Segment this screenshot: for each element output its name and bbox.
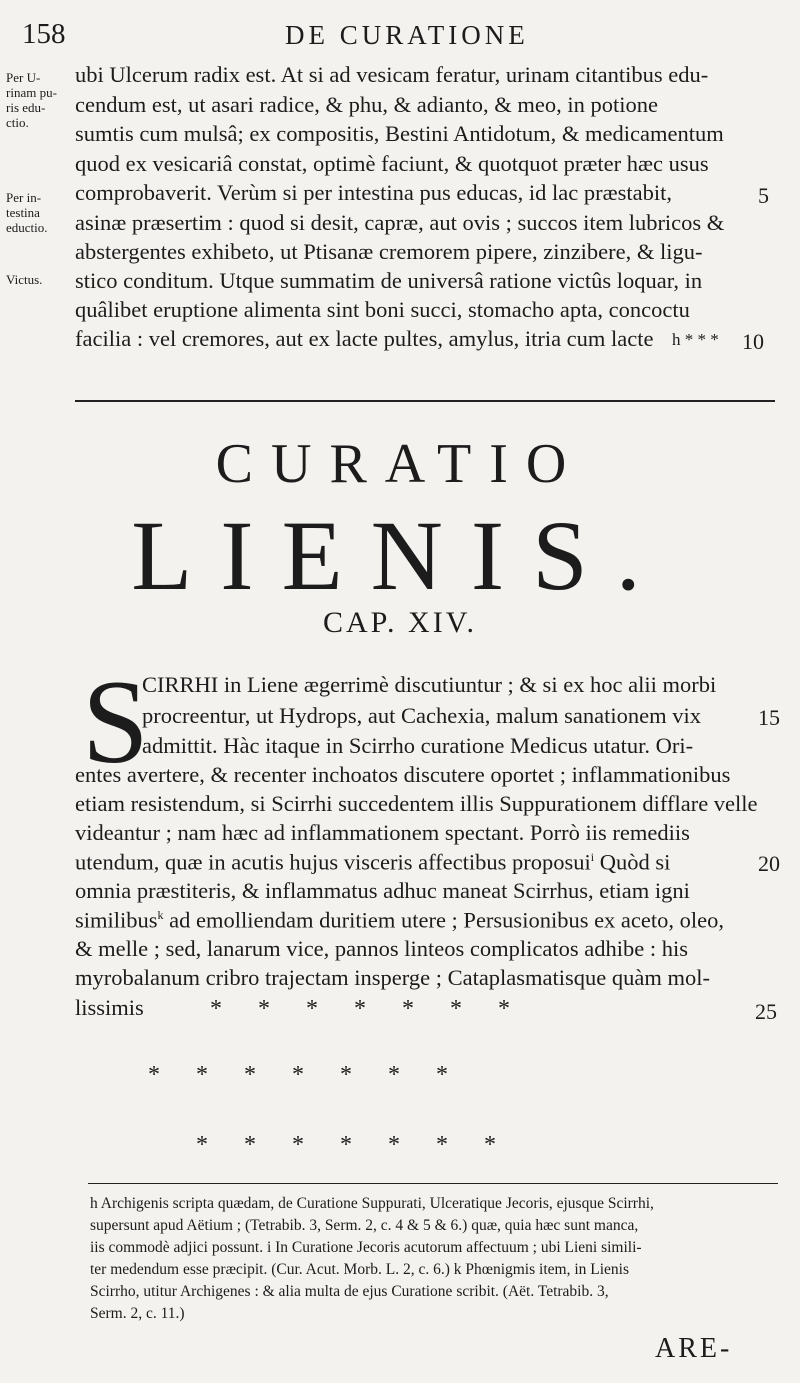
page-number: 158 [22,18,66,50]
running-title: DE CURATIONE [285,20,529,50]
text-line: sumtis cum mulsâ; ex compositis, Bestini Antidotum, & medicamentum [75,121,724,146]
footnote-line: Scirrho, utitur Archigenes : & alia multa de ejus Curatione scribit. (Aët. Tetrabib. 3, [90,1283,609,1300]
catchword: ARE- [655,1333,733,1364]
text-line: utendum, quæ in acutis hujus visceris affectibus proposui$^i$ Quòd si [75,849,671,875]
margin-note-urine: Per U- rinam pu- ris edu- ctio. [6,70,57,130]
text-line: stico conditum. Utque summatim de universâ ratione victûs loquar, in [75,268,703,293]
section-divider [75,400,775,402]
text-line: & melle ; sed, lanarum vice, pannos linteos complicatos adhibe : his [75,936,688,961]
margin-note-intestine: Per in- testina eductio. [6,190,48,235]
text-line: admittit. Hàc itaque in Scirrho curatione Medicus utatur. Ori- [142,733,694,758]
text-line: similibus$^k$ ad emolliendam duritiem utere ; Persusionibus ex aceto, oleo, [75,907,725,933]
text-line: comprobaverit. Verùm si per intestina pus educas, id lac præstabit, [75,180,672,205]
text-line: myrobalanum cribro trajectam insperge ; Cataplasmatisque quàm mol- [75,965,711,990]
section-title-small: CURATIO [215,433,585,495]
margin-note-victus: Victus. [6,272,43,287]
section-title-large: LIENIS. [131,500,669,611]
line-number: 25 [755,999,777,1024]
lacuna-stars: * * * * * * * [196,1132,496,1158]
drop-cap: S [82,655,149,788]
text-line: lissimis [75,995,144,1020]
footnote-line: Serm. 2, c. 11.) [90,1305,185,1322]
footnote-line: h Archigenis scripta quædam, de Curatione Suppurati, Ulceratique Jecoris, ejusque Scirrhi, [90,1195,654,1212]
footnote-line: supersunt apud Aëtium ; (Tetrabib. 3, Serm. 2, c. 4 & 5 & 6.) quæ, quia hæc sunt manca, [90,1217,639,1234]
text-line: omnia præstiteris, & inflammatus adhuc maneat Scirrhus, etiam igni [75,878,690,903]
line-number: 5 [758,183,769,208]
text-line: facilia : vel cremores, aut ex lacte pultes, amylus, itria cum lacte [75,326,654,351]
text-line: quod ex vesicariâ constat, optimè faciunt, & quotquot præter hæc usus [75,151,709,176]
footnote-rule [88,1183,778,1184]
text-line: entes avertere, & recenter inchoatos discutere oportet ; inflammationibus [75,762,731,787]
footnote-line: ter medendum esse præcipit. (Cur. Acut. Morb. L. 2, c. 6.) k Phœnigmis item, in Lienis [90,1261,629,1278]
text-line: procreentur, ut Hydrops, aut Cachexia, malum sanationem vix [142,703,701,728]
text-line: ubi Ulcerum radix est. At si ad vesicam feratur, urinam citantibus edu- [75,62,709,87]
text-line: etiam resistendum, si Scirrhi succedentem illis Suppurationem difflare velle [75,791,758,816]
text-line: asinæ præsertim : quod si desit, capræ, aut ovis ; succos item lubricos & [75,210,725,235]
footnote-line: iis commodè adjici possunt. i In Curatione Jecoris acutorum affectuum ; ubi Lieni simili- [90,1239,642,1256]
line-number: 10 [742,329,764,354]
text-line: CIRRHI in Liene ægerrimè discutiuntur ; & si ex hoc alii morbi [142,672,717,697]
chapter-heading: CAP. XIV. [323,606,477,639]
footnote-marker-h: h * * * [672,330,719,349]
text-line: abstergentes exhibeto, ut Ptisanæ cremorem pipere, zinzibere, & ligu- [75,239,703,264]
lacuna-stars: * * * * * * * [210,996,510,1022]
text-line: videantur ; nam hæc ad inflammationem spectant. Porrò iis remediis [75,820,690,845]
text-line: quâlibet eruptione alimenta sint boni succi, stomacho apta, concoctu [75,297,690,322]
line-number: 20 [758,851,780,876]
line-number: 15 [758,705,780,730]
text-line: cendum est, ut asari radice, & phu, & adianto, & meo, in potione [75,92,658,117]
lacuna-stars: * * * * * * * [148,1062,448,1088]
